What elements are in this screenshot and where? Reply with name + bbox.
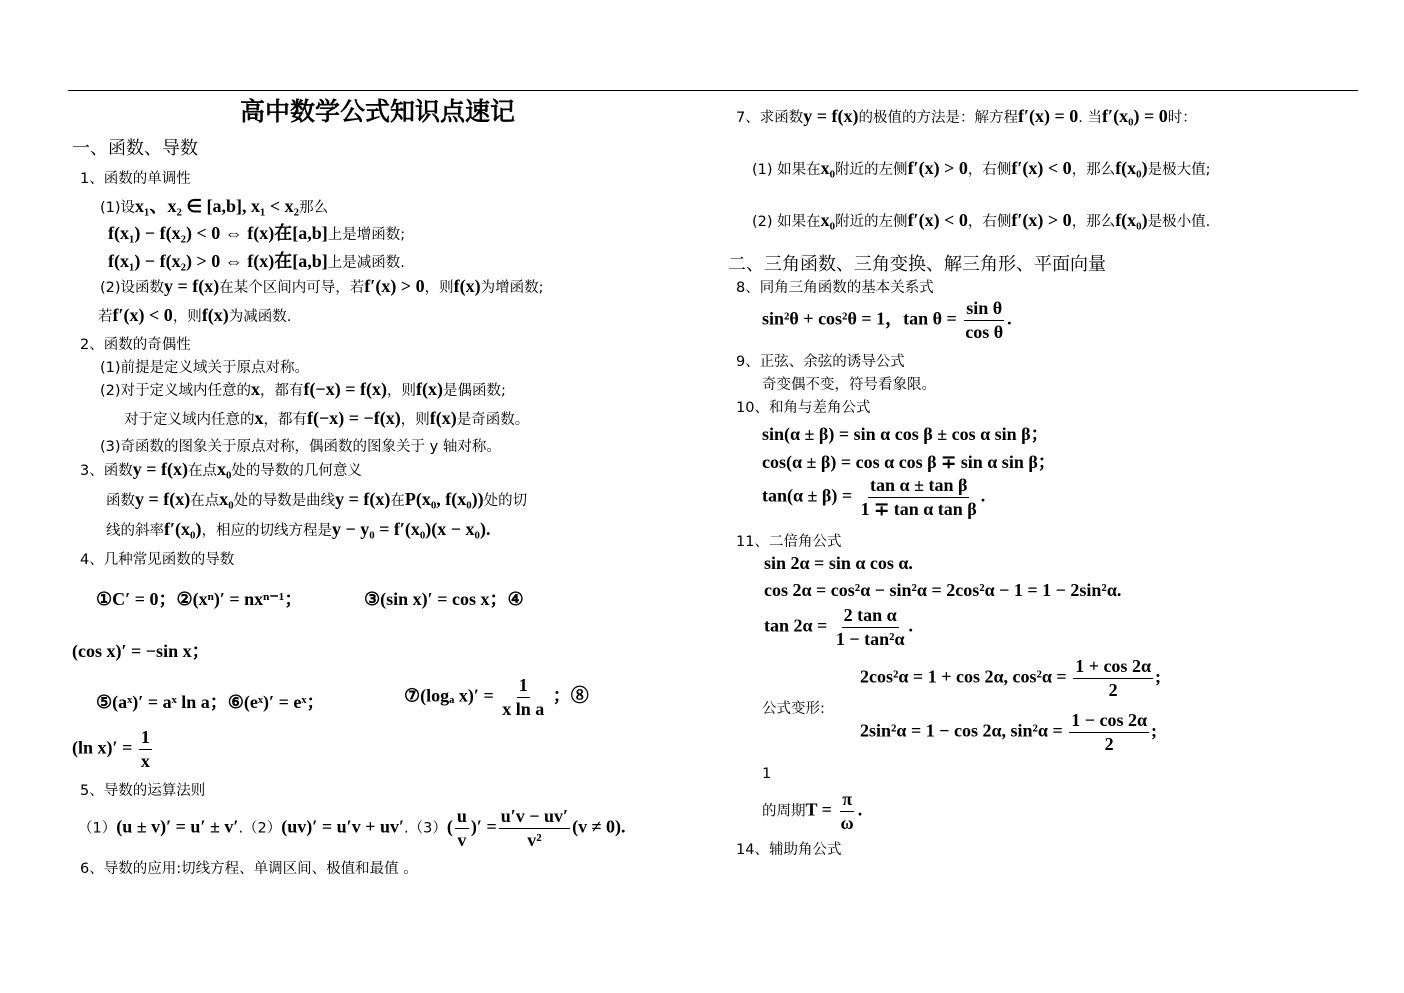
derivative-row-3b: ⑦(logₐ x)′ = $\frac{1}{\text{x ln a}}$ ；⑧ [404,675,589,719]
item-1e: 若f′(x) < 0，则f(x)为减函数. [98,305,292,325]
item-11a: sin 2α = sin α cos α. [764,553,913,573]
item-1b: f(x₁) − f(x₂) < 0 ⇔ f(x)在[a,b]上是增函数; [108,223,406,243]
item-2b: (2)对于定义域内任意的x，都有f(−x) = f(x)，则f(x)是偶函数; [100,379,506,399]
derivative-row-2: (cos x)′ = −sin x； [72,641,210,661]
item-11d: 2cos²α = 1 + cos 2α, cos²α = $\frac{1 + \cos 2\alpha}{2}$ ; [860,656,1161,700]
item-2-title: 2、函数的奇偶性 [80,337,191,353]
derivative-row-1a: ①C′ = 0；②(xⁿ)′ = nxⁿ⁻¹； [96,589,303,609]
item-7a: (1) 如果在x₀附近的左侧f′(x) > 0，右侧f′(x) < 0，那么f(x₀)是极大值; [752,158,1211,178]
item-9-title: 9、正弦、余弦的诱导公式 [736,354,905,370]
item-14-title: 14、辅助角公式 [736,842,842,858]
item-5a: （1）(u ± v)′ = u′ ± v′.（2）(uv)′ = u′v + uv′.（3）( $\frac{u}{v}$ )′ = $\frac{u'v - uv'}{\text{v²}}$ (v ≠ 0). [78,806,626,850]
derivative-row-3a: ⑤(aˣ)′ = aˣ ln a；⑥(eˣ)′ = eˣ； [96,692,325,712]
derivative-row-4: (ln x)′ = $\frac{1}{x}$ [72,727,150,771]
item-1a: (1)设x₁、x₂ ∈ [a,b], x₁ < x₂那么 [100,196,329,216]
item-11e: 2sin²α = 1 − cos 2α, sin²α = $\frac{1 - \cos 2\alpha}{2}$ ; [860,710,1158,754]
item-10-title: 10、和角与差角公式 [736,400,871,416]
item-4-title: 4、几种常见函数的导数 [80,552,235,568]
item-2c: 对于定义域内任意的x，都有f(−x) = −f(x)，则f(x)是奇函数。 [124,408,530,428]
item-3-title: 3、函数y = f(x)在点x₀处的导数的几何意义 [80,459,362,479]
item-11-title: 11、二倍角公式 [736,534,842,550]
section-heading-1: 一、函数、导数 [72,138,198,159]
item-10a: sin(α ± β) = sin α cos β ± cos α sin β； [762,424,1049,444]
item-7-title: 7、求函数y = f(x)的极值的方法是：解方程f′(x) = 0. 当f′(x₀) = 0时： [736,106,1197,126]
item-13: 的周期T = $\frac{\pi}{\omega}$ . [762,789,863,833]
item-8-title: 8、同角三角函数的基本关系式 [736,280,934,296]
item-5-title: 5、导数的运算法则 [80,783,206,799]
section-heading-2: 二、三角函数、三角变换、解三角形、平面向量 [728,254,1106,275]
item-10b: cos(α ± β) = cos α cos β ∓ sin α sin β； [762,452,1056,472]
item-7b: (2) 如果在x₀附近的左侧f′(x) < 0，右侧f′(x) > 0，那么f(x₀)是极小值. [752,210,1211,230]
item-3b: 线的斜率f′(x₀)，相应的切线方程是y − y₀ = f′(x₀)(x − x₀). [106,519,491,539]
item-1c: f(x₁) − f(x₂) > 0 ⇔ f(x)在[a,b]上是减函数. [108,251,405,271]
item-11b: cos 2α = cos²α − sin²α = 2cos²α − 1 = 1 − 2sin²α. [764,580,1122,600]
item-9a: 奇变偶不变，符号看象限。 [762,377,936,393]
item-8a: sin²θ + cos²θ = 1，tan θ = $\frac{\text{sin θ}}{\text{cos θ}}$ . [762,298,1012,342]
page-title: 高中数学公式知识点速记 [240,97,516,126]
top-rule [68,90,1358,91]
item-3a: 函数y = f(x)在点x₀处的导数是曲线y = f(x)在P(x₀, f(x₀))处的切 [106,489,528,509]
derivative-row-1b: ③(sin x)′ = cos x；④ [364,589,524,609]
formula-variant-label: 公式变形: [762,701,825,717]
item-10c: tan(α ± β) = $\frac{\text{tan α ± tan β}}{\text{1 ∓ tan α tan β}}$ . [762,475,986,519]
item-12-fragment: 1 [762,766,772,782]
item-11c: tan 2α = $\frac{\text{2 tan α}}{\text{1 − tan²α}}$ . [764,605,914,649]
item-2a: (1)前提是定义域关于原点对称。 [100,360,310,376]
item-1-title: 1、函数的单调性 [80,171,191,187]
item-2d: (3)奇函数的图象关于原点对称，偶函数的图象关于 y 轴对称。 [100,439,501,455]
item-1d: (2)设函数y = f(x)在某个区间内可导，若f′(x) > 0，则f(x)为增函数; [100,276,544,296]
item-6: 6、导数的应用:切线方程、单调区间、极值和最值 。 [80,861,418,877]
